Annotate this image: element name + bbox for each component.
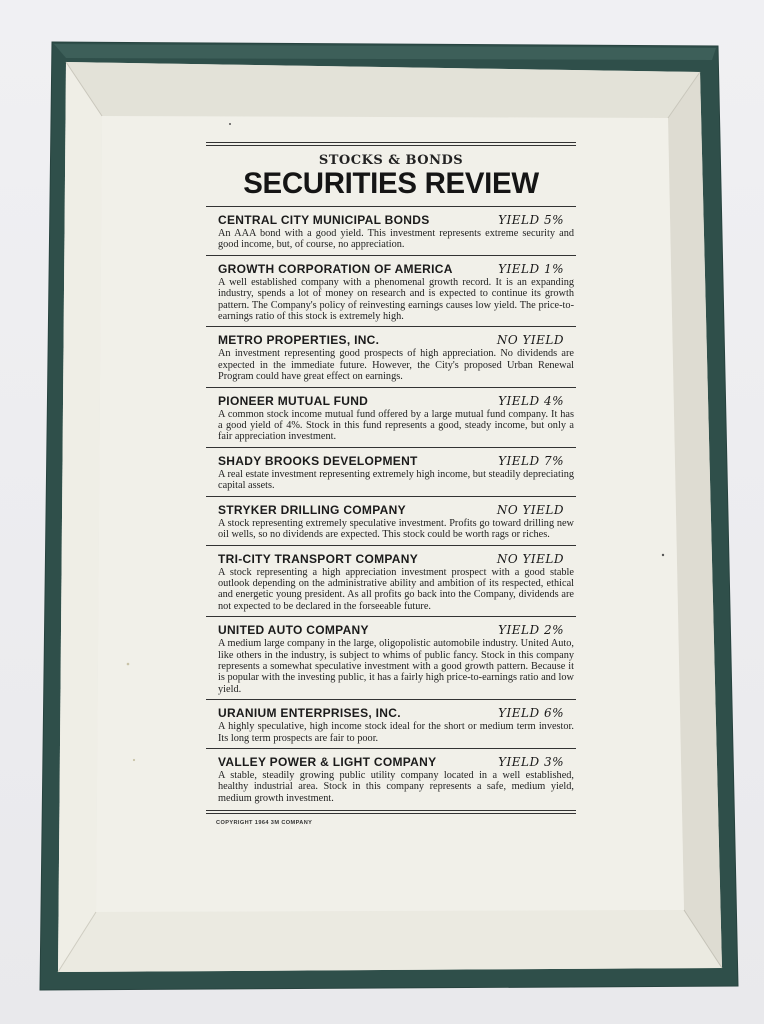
- game-brand: STOCKS & BONDS: [318, 153, 464, 168]
- security-header: [218, 755, 574, 769]
- security-yield: YIELD 4%: [498, 393, 564, 408]
- security-header: [218, 394, 574, 408]
- security-name: UNITED AUTO COMPANY: [218, 623, 369, 638]
- security-description: An AAA bond with a good yield. This investment represents extreme security and good income, but, of course, no appreciation.: [218, 228, 574, 251]
- sheet-title: SECURITIES REVIEW: [243, 167, 539, 200]
- security-description: A well established company with a phenomenal growth record. It is an expanding industry, spends a lot of money on research and is expected to continue its growth pattern. The Company's policy of reinvesting earnings causes low yield. The price-to-earnings ratio of this stock is extremely high.: [218, 276, 574, 323]
- security-name: GROWTH CORPORATION OF AMERICA: [218, 261, 453, 276]
- security-name: METRO PROPERTIES, INC.: [218, 333, 380, 348]
- security-entry: [206, 699, 576, 748]
- copyright-notice: COPYRIGHT 1964 3M COMPANY: [216, 820, 313, 827]
- security-header: [218, 213, 574, 227]
- security-yield: NO YIELD: [496, 551, 564, 566]
- security-yield: YIELD 1%: [498, 261, 564, 276]
- security-entry: [206, 326, 576, 386]
- security-description: A stock representing extremely speculative investment. Profits go toward drilling new oil wells, so no dividends are expected. This stock could be worth rags or riches.: [218, 517, 574, 541]
- security-header: [218, 333, 574, 347]
- security-entry: [206, 748, 576, 808]
- security-description: A common stock income mutual fund offered by a large mutual fund company. It has a good yield of 4%. Stock in this fund represents a good, steady income, but only a fair appreciation investment.: [218, 408, 574, 443]
- securities-review-sheet: [206, 142, 576, 826]
- security-entry: [206, 496, 576, 545]
- security-yield: NO YIELD: [496, 502, 564, 517]
- security-entry: [206, 545, 576, 617]
- security-yield: NO YIELD: [496, 333, 564, 348]
- security-yield: YIELD 2%: [498, 623, 564, 638]
- security-name: CENTRAL CITY MUNICIPAL BONDS: [218, 213, 430, 227]
- security-header: [218, 454, 574, 468]
- security-header: [218, 706, 574, 720]
- security-description: A real estate investment representing extremely high income, but steadily depreciating capital assets.: [218, 468, 574, 492]
- securities-list: [206, 206, 576, 808]
- security-header: [218, 552, 574, 566]
- security-description: A medium large company in the large, oligopolistic automobile industry. United Auto, like others in the industry, is subject to whims of public fancy. Stock in this company represents a somewhat speculative investment with a good growth pattern. Because it is popular with the investing public, it has a fairly high price-to-earnings ratio and low yield.: [218, 638, 574, 695]
- security-name: SHADY BROOKS DEVELOPMENT: [218, 453, 418, 468]
- security-description: A highly speculative, high income stock ideal for the short or medium term investor. Its long term prospects are fair to poor.: [218, 721, 574, 744]
- security-entry: [206, 447, 576, 496]
- security-header: [218, 503, 574, 517]
- bottom-double-rule: [206, 810, 576, 814]
- top-double-rule: [206, 142, 576, 146]
- security-description: A stable, steadily growing public utility company located in a well established, healthy industrial area. Stock in this company represents a safe, medium yield, medium growth investment.: [218, 769, 574, 804]
- security-yield: YIELD 3%: [498, 754, 564, 769]
- security-yield: YIELD 6%: [498, 706, 564, 721]
- security-description: A stock representing a high appreciation investment prospect with a good stable outlook depending on the administrative ability and ambition of its respected, ethical and energetic young president. As all profits go back into the Company, dividends are not expected to be declared in the forseeable future.: [218, 566, 574, 612]
- security-description: An investment representing good prospects of high appreciation. No dividends are expected in the immediate future. However, the City's proposed Urban Renewal Program could have great effect on earnings.: [218, 348, 574, 383]
- security-entry: [206, 616, 576, 699]
- security-name: STRYKER DRILLING COMPANY: [218, 502, 406, 517]
- security-header: [218, 262, 574, 276]
- security-yield: YIELD 5%: [498, 213, 564, 227]
- security-yield: YIELD 7%: [498, 453, 564, 468]
- box-wall-bottom: [58, 910, 722, 972]
- security-name: PIONEER MUTUAL FUND: [218, 393, 369, 408]
- security-name: VALLEY POWER & LIGHT COMPANY: [218, 754, 437, 769]
- security-entry: [206, 206, 576, 255]
- security-entry: [206, 255, 576, 327]
- security-name: URANIUM ENTERPRISES, INC.: [218, 706, 401, 721]
- security-entry: [206, 387, 576, 447]
- security-header: [218, 623, 574, 637]
- security-name: TRI-CITY TRANSPORT COMPANY: [218, 551, 419, 566]
